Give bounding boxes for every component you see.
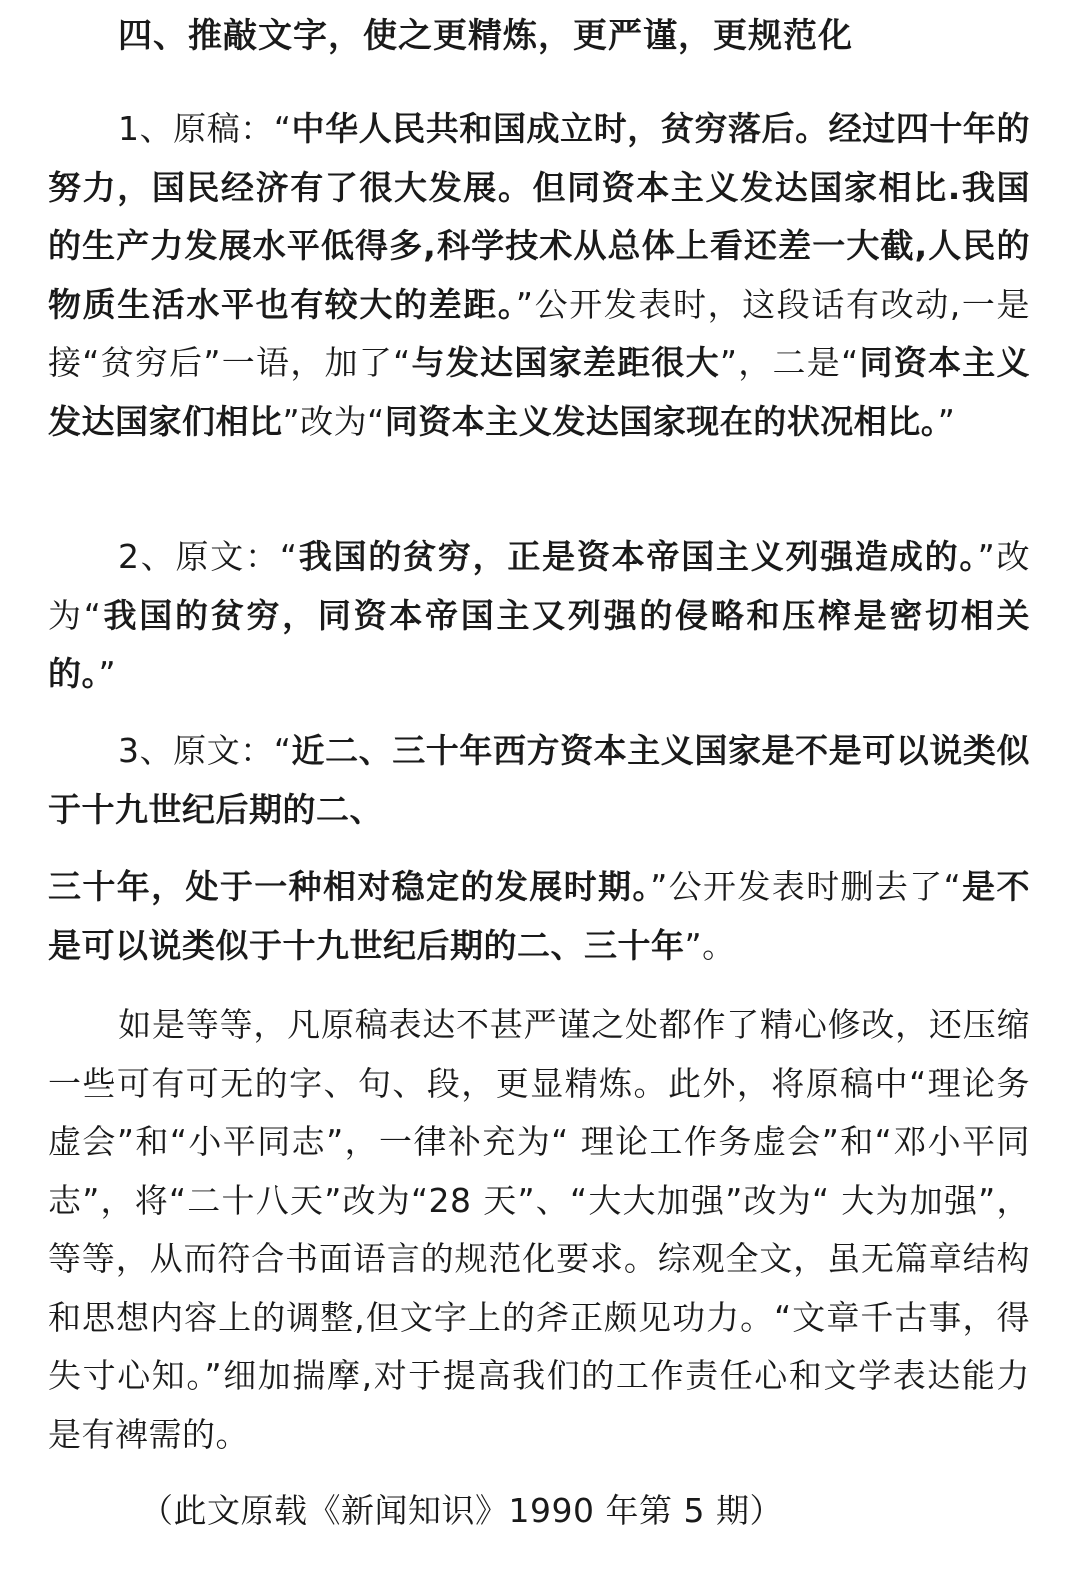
item1-mid2: ”，二是“ — [719, 343, 859, 382]
item2-revised-text: 我国的贫穷，同资本帝国主又列强的侵略和压榨是密切相关的。 — [48, 595, 1031, 693]
item3-prefix: 3、原文：“ — [118, 731, 292, 770]
item1-mid3: ”改为“ — [282, 401, 385, 441]
paragraph-item-3 — [48, 722, 1030, 839]
item1-to-text: 同资本主义发达国家现在的状况相比。 — [384, 401, 938, 441]
item2-prefix: 2、原文：“ — [118, 537, 298, 576]
paragraph-item-2 — [48, 528, 1030, 704]
item1-prefix: 1、原稿：“ — [118, 109, 292, 148]
item2-mid: ”改为“ — [48, 537, 1031, 635]
paragraph-item-3-continued — [48, 858, 1030, 975]
item2-original-text: 我国的贫穷，正是资本帝国主义列强造成的。 — [297, 537, 978, 576]
item1-added-text: 与发达国家差距很大 — [410, 343, 720, 382]
item3-original-line2: 三十年，处于一种相对稳定的发展时期。 — [48, 867, 651, 906]
item3-original-line1: 近二、三十年西方资本主义国家是不是可以说类似于十九世纪后期的二、 — [48, 731, 1031, 829]
paragraph-summary — [48, 996, 1030, 1464]
item3-mid: ”公开发表时删去了“ — [650, 867, 962, 906]
section-heading: 四、推敲文字，使之更精炼，更严谨，更规范化 — [118, 16, 853, 56]
item2-end: ” — [98, 654, 117, 693]
item1-original-text: 中华人民共和国成立时，贫穷落后。经过四十年的努力，国民经济有了很大发展。但同资本主义发达国家相比.我国的生产力发展水平低得多,科学技术从总体上看还差一大截,人民的物质生活水平也有较大的差距。 — [48, 109, 1031, 324]
item3-end: ”。 — [684, 925, 736, 965]
item1-end: ” — [937, 401, 956, 441]
source-note: （此文原载《新闻知识》1990 年第 5 期） — [140, 1491, 783, 1530]
item3-deleted-text: 是不是可以说类似于十九世纪后期的二、三十年 — [48, 867, 1030, 965]
summary-text: 如是等等，凡原稿表达不甚严谨之处都作了精心修改，还压缩一些可有可无的字、句、段，更显精炼。此外，将原稿中“理论务虚会”和“小平同志”，一律补充为“ 理论工作务虚会”和“邓小平同志”，将“二十八天”改为“28 天”、“大大加强”改为“ 大为加强”， 等等，从而符合书面语言的规范化要求。综观全文，虽无篇章结构和思想内容上的调整,但文字上的斧正颇见功力。“文章千古事，得失寸心知。”细加揣摩,对于提高我们的工作责任心和文学表达能力是有裨需的。 — [48, 1005, 1030, 1454]
item1-mid1: ”公开发表时，这段话有改动,一是接“贫穷后”一语，加了“ — [48, 284, 1030, 382]
item1-from-text: 同资本主义发达国家们相比 — [48, 343, 1031, 441]
paragraph-item-1 — [48, 100, 1030, 451]
